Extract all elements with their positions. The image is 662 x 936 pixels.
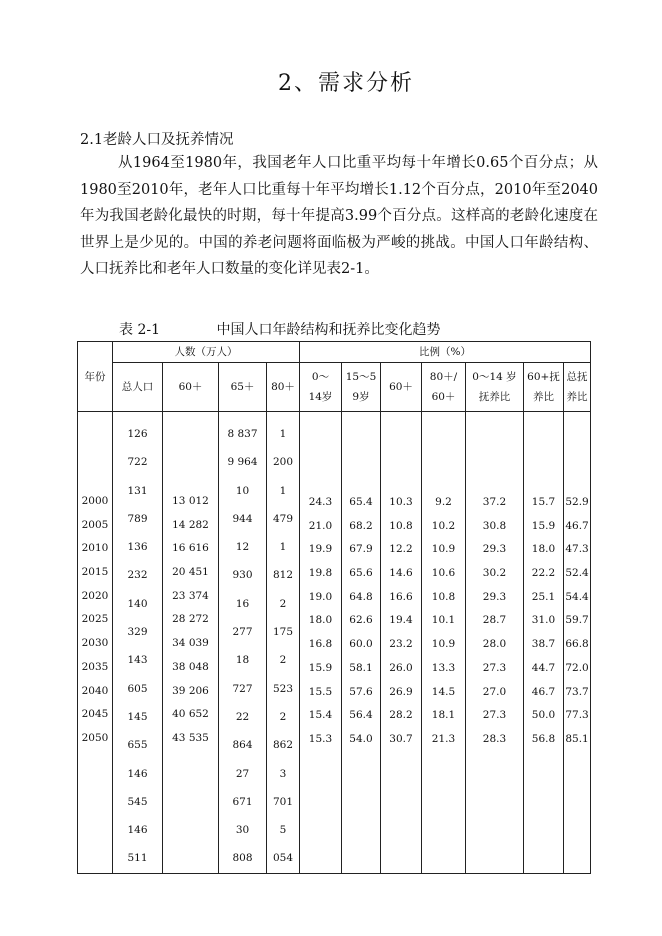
header-ratio: 比例（%）	[300, 342, 591, 363]
header-pop-65: 65＋	[219, 363, 267, 412]
cell-age-15-59-7: 58.1	[349, 661, 373, 674]
cell-dependency-total-0: 52.9	[565, 496, 589, 508]
cell-total-11: 655	[127, 739, 148, 752]
cell-pop-80-11: 862	[272, 739, 294, 752]
cell-pop-60-6: 34 039	[172, 637, 209, 650]
cell-pop-80-7: 175	[272, 626, 294, 639]
cell-ratio-60-8: 26.9	[389, 685, 413, 698]
cell-age-0-14-4: 19.0	[308, 590, 333, 603]
header-total: 总人口	[113, 363, 163, 412]
cell-years-4: 2020	[81, 589, 109, 602]
cell-pop-80-12: 3	[279, 767, 287, 780]
cell-pop-65-6: 16	[235, 597, 250, 610]
cell-pop-80-6: 2	[279, 597, 287, 610]
column-pop-60	[163, 412, 219, 874]
cell-total-0: 126	[127, 428, 148, 440]
cell-dependency-0-14-1: 30.8	[482, 519, 507, 532]
cell-years-3: 2015	[81, 566, 109, 579]
column-age-0-14	[300, 412, 342, 874]
cell-total-6: 140	[127, 597, 148, 610]
cell-ratio-80-60-6: 10.9	[431, 638, 456, 651]
cell-total-9: 605	[127, 682, 148, 695]
cell-dependency-0-14-10: 28.3	[482, 732, 507, 745]
cell-age-15-59-4: 64.8	[349, 590, 373, 603]
cell-total-15: 511	[127, 852, 148, 865]
cell-dependency-60-4: 25.1	[531, 590, 556, 603]
cell-age-15-59-9: 56.4	[349, 709, 373, 722]
cell-ratio-60-10: 30.7	[389, 732, 413, 745]
cell-age-0-14-0: 24.3	[308, 496, 333, 508]
column-ratio-80-60	[422, 412, 466, 874]
cell-age-15-59-5: 62.6	[349, 614, 373, 627]
cell-ratio-80-60-7: 13.3	[431, 661, 456, 674]
cell-pop-65-10: 22	[235, 710, 250, 723]
cell-dependency-total-10: 85.1	[565, 732, 589, 745]
cell-years-10: 2050	[81, 731, 109, 744]
cell-pop-80-1: 200	[272, 456, 294, 469]
cell-age-15-59-0: 65.4	[349, 496, 373, 508]
cell-dependency-total-1: 46.7	[565, 519, 589, 532]
cell-dependency-total-3: 52.4	[565, 567, 589, 580]
cell-total-1: 722	[127, 456, 148, 469]
cell-dependency-total-5: 59.7	[565, 614, 589, 627]
cell-dependency-total-8: 73.7	[565, 685, 589, 698]
header-dependency-0-14: 0～14 岁 抚养比	[466, 363, 524, 412]
cell-total-5: 232	[127, 569, 148, 582]
cell-dependency-0-14-0: 37.2	[482, 496, 507, 508]
cell-pop-65-0: 8 837	[227, 428, 258, 440]
cell-years-7: 2035	[81, 660, 109, 673]
cell-years-2: 2010	[81, 542, 109, 555]
cell-dependency-0-14-9: 27.3	[482, 709, 507, 722]
cell-pop-80-10: 2	[279, 710, 287, 723]
cell-dependency-60-10: 56.8	[531, 732, 556, 745]
column-pop-80	[267, 412, 300, 874]
cell-dependency-total-7: 72.0	[565, 661, 589, 674]
cell-dependency-60-3: 22.2	[531, 567, 556, 580]
cell-pop-65-12: 27	[235, 767, 250, 780]
cell-age-0-14-6: 16.8	[308, 638, 333, 651]
cell-dependency-60-1: 15.9	[531, 519, 556, 532]
cell-pop-80-14: 5	[279, 824, 287, 837]
cell-dependency-total-2: 47.3	[565, 543, 589, 556]
cell-dependency-60-0: 15.7	[531, 496, 556, 508]
cell-pop-65-8: 18	[235, 654, 250, 667]
cell-age-0-14-5: 18.0	[308, 614, 333, 627]
cell-total-7: 329	[127, 626, 148, 639]
cell-age-15-59-1: 68.2	[349, 519, 373, 532]
cell-pop-60-9: 40 652	[172, 708, 209, 721]
cell-age-0-14-8: 15.5	[308, 685, 333, 698]
cell-pop-80-4: 1	[279, 541, 287, 554]
column-pop-65	[219, 412, 267, 874]
cell-dependency-60-7: 44.7	[531, 661, 556, 674]
cell-age-15-59-2: 67.9	[349, 543, 373, 556]
cell-age-0-14-2: 19.9	[308, 543, 333, 556]
column-dependency-0-14	[466, 412, 524, 874]
cell-pop-60-8: 39 206	[172, 684, 209, 697]
cell-ratio-80-60-10: 21.3	[431, 732, 456, 745]
cell-ratio-80-60-5: 10.1	[431, 614, 456, 627]
cell-ratio-60-9: 28.2	[389, 709, 413, 722]
cell-ratio-60-3: 14.6	[389, 567, 413, 580]
cell-years-6: 2030	[81, 637, 109, 650]
column-age-15-59	[342, 412, 381, 874]
cell-ratio-60-2: 12.2	[389, 543, 413, 556]
cell-age-15-59-10: 54.0	[349, 732, 373, 745]
cell-dependency-60-2: 18.0	[531, 543, 556, 556]
cell-ratio-80-60-2: 10.9	[431, 543, 456, 556]
cell-years-9: 2045	[81, 708, 109, 721]
header-year: 年份	[78, 342, 113, 412]
table-caption-title: 中国人口年龄结构和抚养比变化趋势	[216, 322, 441, 338]
cell-dependency-total-9: 77.3	[565, 709, 589, 722]
cell-age-0-14-3: 19.8	[308, 567, 333, 580]
header-pop-60: 60＋	[163, 363, 219, 412]
cell-dependency-total-6: 66.8	[565, 638, 589, 651]
cell-pop-60-7: 38 048	[172, 660, 209, 673]
cell-age-15-59-3: 65.6	[349, 567, 373, 580]
cell-dependency-60-8: 46.7	[531, 685, 556, 698]
column-dependency-60	[524, 412, 564, 874]
column-years	[78, 412, 113, 874]
cell-total-4: 136	[127, 541, 148, 554]
cell-pop-80-5: 812	[272, 569, 294, 582]
column-ratio-60	[381, 412, 422, 874]
cell-dependency-60-9: 50.0	[531, 709, 556, 722]
population-table	[77, 341, 591, 874]
cell-pop-65-9: 727	[232, 682, 253, 695]
cell-pop-65-13: 671	[232, 795, 253, 808]
cell-pop-80-3: 479	[272, 512, 294, 525]
cell-pop-65-4: 12	[235, 541, 250, 554]
cell-dependency-total-4: 54.4	[565, 590, 589, 603]
cell-years-8: 2040	[81, 684, 109, 697]
header-dependency-total: 总抚 养比	[564, 363, 591, 412]
cell-age-0-14-7: 15.9	[308, 661, 333, 674]
cell-ratio-80-60-0: 9.2	[435, 496, 452, 508]
cell-total-8: 143	[127, 654, 148, 667]
cell-ratio-60-5: 19.4	[389, 614, 413, 627]
cell-age-0-14-10: 15.3	[308, 732, 333, 745]
cell-pop-65-2: 10	[235, 484, 250, 497]
header-population: 人数（万人）	[113, 342, 300, 363]
cell-pop-80-13: 701	[272, 795, 294, 808]
header-dependency-60: 60+抚 养比	[524, 363, 564, 412]
header-ratio-60: 60＋	[381, 363, 422, 412]
cell-pop-80-0: 1	[279, 428, 287, 440]
cell-age-0-14-1: 21.0	[308, 519, 333, 532]
cell-pop-80-9: 523	[272, 682, 294, 695]
cell-dependency-0-14-3: 30.2	[482, 567, 507, 580]
cell-ratio-60-4: 16.6	[389, 590, 413, 603]
cell-ratio-80-60-1: 10.2	[431, 519, 456, 532]
cell-total-12: 146	[127, 767, 148, 780]
cell-pop-60-3: 20 451	[172, 566, 209, 579]
body-paragraph: 从1964至1980年，我国老年人口比重平均每十年增长0.65个百分点；从1980至2010年，老年人口比重每十年平均增长1.12个百分点，2010年至2040年为我国老龄化最快的时期，每十年提高3.99个百分点。这样高的老龄化速度在世界上是少见的。中国的养老问题将面临极为严峻的挑战。中国人口年龄结构、人口抚养比和老年人口数量的变化详见表2-1。	[80, 155, 598, 277]
cell-ratio-80-60-4: 10.8	[431, 590, 456, 603]
cell-pop-80-15: 054	[272, 852, 294, 865]
cell-total-3: 789	[127, 512, 148, 525]
cell-age-15-59-6: 60.0	[349, 638, 373, 651]
cell-ratio-80-60-3: 10.6	[431, 567, 456, 580]
cell-age-15-59-8: 57.6	[349, 685, 373, 698]
cell-pop-60-4: 23 374	[172, 589, 209, 602]
cell-dependency-0-14-6: 28.0	[482, 638, 507, 651]
cell-total-14: 146	[127, 824, 148, 837]
header-age-0-14: 0～ 14岁	[300, 363, 342, 412]
cell-total-2: 131	[127, 484, 148, 497]
cell-years-0: 2000	[81, 495, 109, 507]
column-total	[113, 412, 163, 874]
cell-years-1: 2005	[81, 518, 109, 531]
cell-pop-60-10: 43 535	[172, 731, 209, 744]
cell-pop-65-11: 864	[232, 739, 253, 752]
cell-pop-60-5: 28 272	[172, 613, 209, 626]
cell-ratio-60-6: 23.2	[389, 638, 413, 651]
header-ratio-80-60: 80＋/ 60＋	[422, 363, 466, 412]
page-title: 2、需求分析	[278, 71, 414, 96]
cell-ratio-60-0: 10.3	[389, 496, 413, 508]
cell-pop-65-3: 944	[232, 512, 253, 525]
column-dependency-total	[564, 412, 591, 874]
cell-age-0-14-9: 15.4	[308, 709, 333, 722]
cell-pop-65-1: 9 964	[227, 456, 258, 469]
cell-pop-60-2: 16 616	[172, 542, 209, 555]
cell-pop-65-15: 808	[232, 852, 253, 865]
cell-pop-60-1: 14 282	[172, 518, 209, 531]
cell-pop-65-14: 30	[235, 824, 250, 837]
cell-pop-80-8: 2	[279, 654, 287, 667]
cell-dependency-0-14-4: 29.3	[482, 590, 507, 603]
cell-dependency-0-14-5: 28.7	[482, 614, 507, 627]
cell-ratio-60-7: 26.0	[389, 661, 413, 674]
cell-years-5: 2025	[81, 613, 109, 626]
cell-total-10: 145	[127, 710, 148, 723]
cell-pop-65-7: 277	[232, 626, 253, 639]
cell-dependency-60-5: 31.0	[531, 614, 556, 627]
cell-dependency-0-14-8: 27.0	[482, 685, 507, 698]
cell-ratio-60-1: 10.8	[389, 519, 413, 532]
header-pop-80: 80＋	[267, 363, 300, 412]
cell-pop-80-2: 1	[279, 484, 287, 497]
table-caption-label: 表 2-1	[119, 322, 160, 338]
cell-pop-65-5: 930	[232, 569, 253, 582]
cell-dependency-60-6: 38.7	[531, 638, 556, 651]
cell-dependency-0-14-7: 27.3	[482, 661, 507, 674]
cell-ratio-80-60-8: 14.5	[431, 685, 456, 698]
table-caption	[119, 319, 440, 339]
cell-ratio-80-60-9: 18.1	[431, 709, 456, 722]
cell-pop-60-0: 13 012	[172, 495, 209, 507]
cell-dependency-0-14-2: 29.3	[482, 543, 507, 556]
section-heading: 2.1老龄人口及抚养情况	[80, 132, 234, 148]
header-age-15-59: 15～5 9岁	[342, 363, 381, 412]
cell-total-13: 545	[127, 795, 148, 808]
